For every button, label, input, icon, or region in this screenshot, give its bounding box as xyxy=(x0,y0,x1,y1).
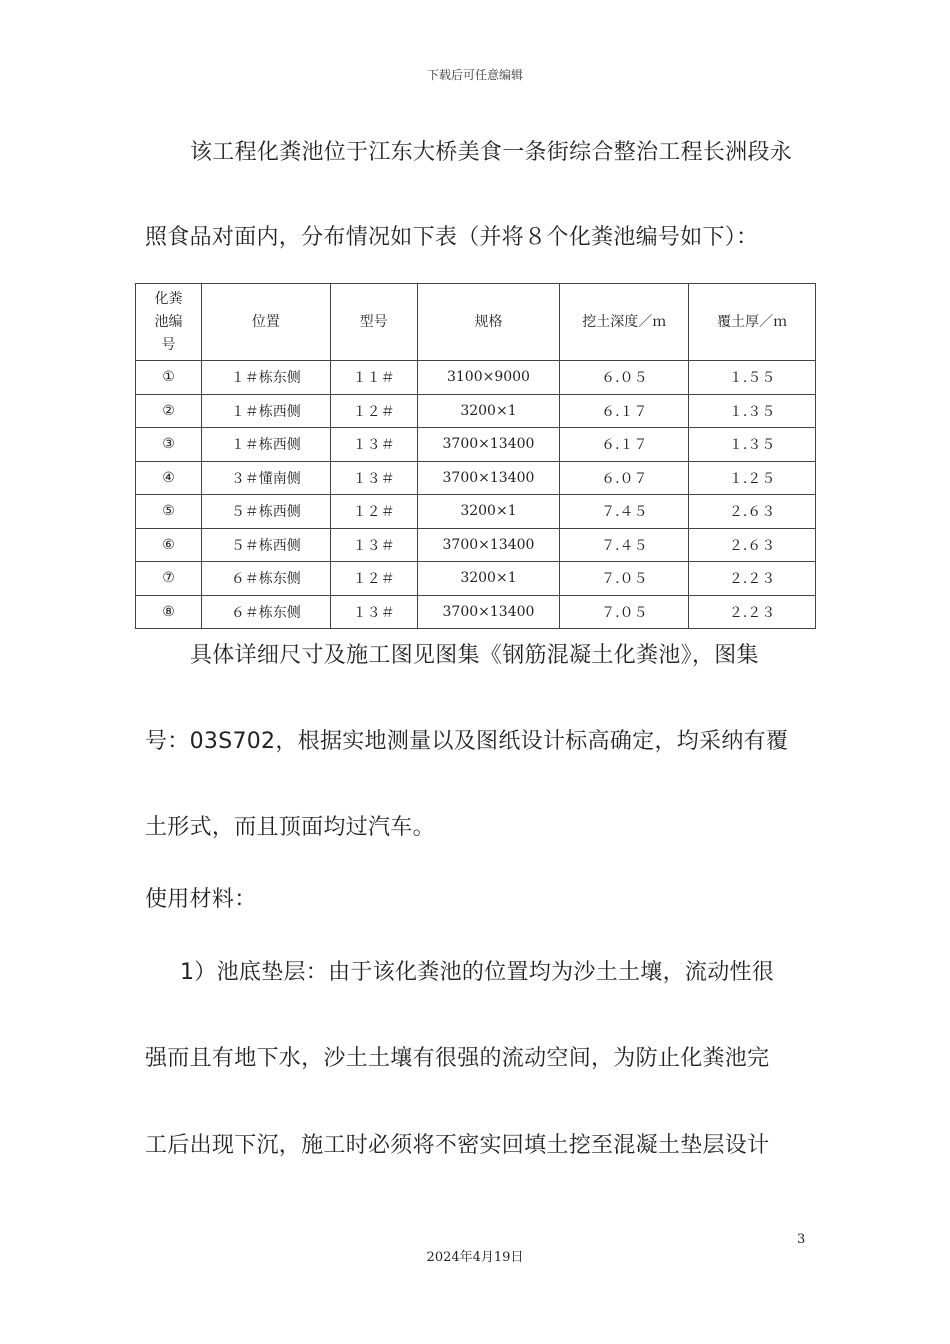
cell-model: １２＃ xyxy=(330,394,417,428)
cell-model: １２＃ xyxy=(330,495,417,529)
body-line-2: 号：03S702，根据实地测量以及图纸设计标高确定，均采纳有覆 xyxy=(145,729,789,754)
cell-spec: 3100×9000 xyxy=(417,361,560,395)
cell-dig-depth: ６.０５ xyxy=(560,361,689,395)
cell-spec: 3700×13400 xyxy=(417,461,560,495)
cell-location: ６＃栋东侧 xyxy=(201,595,330,629)
cell-tank-number: ⑤ xyxy=(136,495,202,529)
header-tank-number: 化粪池编号 xyxy=(136,284,202,361)
cell-cover-thickness: ２.６３ xyxy=(689,528,816,562)
materials-item1-line-1: 1）池底垫层：由于该化粪池的位置均为沙土土壤，流动性很 xyxy=(180,960,775,985)
cell-cover-thickness: ２.２３ xyxy=(689,562,816,596)
header-model: 型号 xyxy=(330,284,417,361)
cell-spec: 3700×13400 xyxy=(417,428,560,462)
cell-model: １１＃ xyxy=(330,361,417,395)
cell-model: １２＃ xyxy=(330,562,417,596)
intro-line-2: 照食品对面内，分布情况如下表（并将８个化粪池编号如下）： xyxy=(145,225,759,250)
cell-cover-thickness: ２.６３ xyxy=(689,495,816,529)
cell-model: １３＃ xyxy=(330,528,417,562)
materials-heading: 使用材料： xyxy=(145,887,257,912)
cell-cover-thickness: １.２５ xyxy=(689,461,816,495)
cell-location: ６＃栋东侧 xyxy=(201,562,330,596)
cell-dig-depth: ６.１７ xyxy=(560,428,689,462)
septic-tank-table xyxy=(135,283,816,629)
footer-date: 2024年4月19日 xyxy=(426,1250,524,1265)
header-dig-depth: 挖土深度／ｍ xyxy=(560,284,689,361)
table-row xyxy=(136,394,816,428)
cell-dig-depth: ７.０５ xyxy=(560,595,689,629)
cell-model: １３＃ xyxy=(330,461,417,495)
cell-tank-number: ⑦ xyxy=(136,562,202,596)
cell-location: １＃栋西侧 xyxy=(201,428,330,462)
cell-location: ５＃栋西侧 xyxy=(201,495,330,529)
cell-tank-number: ② xyxy=(136,394,202,428)
cell-tank-number: ① xyxy=(136,361,202,395)
table-row xyxy=(136,495,816,529)
page-header: 下载后可任意编辑 xyxy=(426,68,523,82)
cell-dig-depth: ６.１７ xyxy=(560,394,689,428)
cell-tank-number: ⑥ xyxy=(136,528,202,562)
table-header-row xyxy=(136,284,816,361)
cell-spec: 3700×13400 xyxy=(417,595,560,629)
cell-cover-thickness: １.５５ xyxy=(689,361,816,395)
body-line-1: 具体详细尺寸及施工图见图集《钢筋混凝土化粪池》，图集 xyxy=(190,643,759,668)
table-row xyxy=(136,428,816,462)
cell-location: １＃栋东侧 xyxy=(201,361,330,395)
cell-dig-depth: ７.０５ xyxy=(560,562,689,596)
cell-dig-depth: ７.４５ xyxy=(560,528,689,562)
cell-tank-number: ④ xyxy=(136,461,202,495)
header-cover-thickness: 覆土厚／ｍ xyxy=(689,284,816,361)
cell-spec: 3200×1 xyxy=(417,394,560,428)
page-number: 3 xyxy=(797,1232,806,1247)
header-location: 位置 xyxy=(201,284,330,361)
cell-spec: 3200×1 xyxy=(417,562,560,596)
header-spec: 规格 xyxy=(417,284,560,361)
cell-cover-thickness: １.３５ xyxy=(689,428,816,462)
cell-location: ５＃栋西侧 xyxy=(201,528,330,562)
materials-item1-line-2: 强而且有地下水，沙土土壤有很强的流动空间，为防止化粪池完 xyxy=(145,1046,770,1071)
cell-dig-depth: ６.０７ xyxy=(560,461,689,495)
table-row xyxy=(136,595,816,629)
cell-dig-depth: ７.４５ xyxy=(560,495,689,529)
cell-spec: 3200×1 xyxy=(417,495,560,529)
cell-spec: 3700×13400 xyxy=(417,528,560,562)
cell-model: １３＃ xyxy=(330,595,417,629)
table-row xyxy=(136,461,816,495)
cell-tank-number: ③ xyxy=(136,428,202,462)
cell-location: １＃栋西侧 xyxy=(201,394,330,428)
table-row xyxy=(136,528,816,562)
intro-line-1: 该工程化粪池位于江东大桥美食一条街综合整治工程长洲段永 xyxy=(190,140,793,165)
cell-cover-thickness: ２.２３ xyxy=(689,595,816,629)
table-row xyxy=(136,562,816,596)
table-row xyxy=(136,361,816,395)
cell-model: １３＃ xyxy=(330,428,417,462)
body-line-3: 土形式，而且顶面均过汽车。 xyxy=(145,815,435,840)
cell-cover-thickness: １.３５ xyxy=(689,394,816,428)
materials-item1-line-3: 工后出现下沉，施工时必须将不密实回填土挖至混凝土垫层设计 xyxy=(145,1133,770,1158)
cell-tank-number: ⑧ xyxy=(136,595,202,629)
cell-location: ３＃懂南侧 xyxy=(201,461,330,495)
